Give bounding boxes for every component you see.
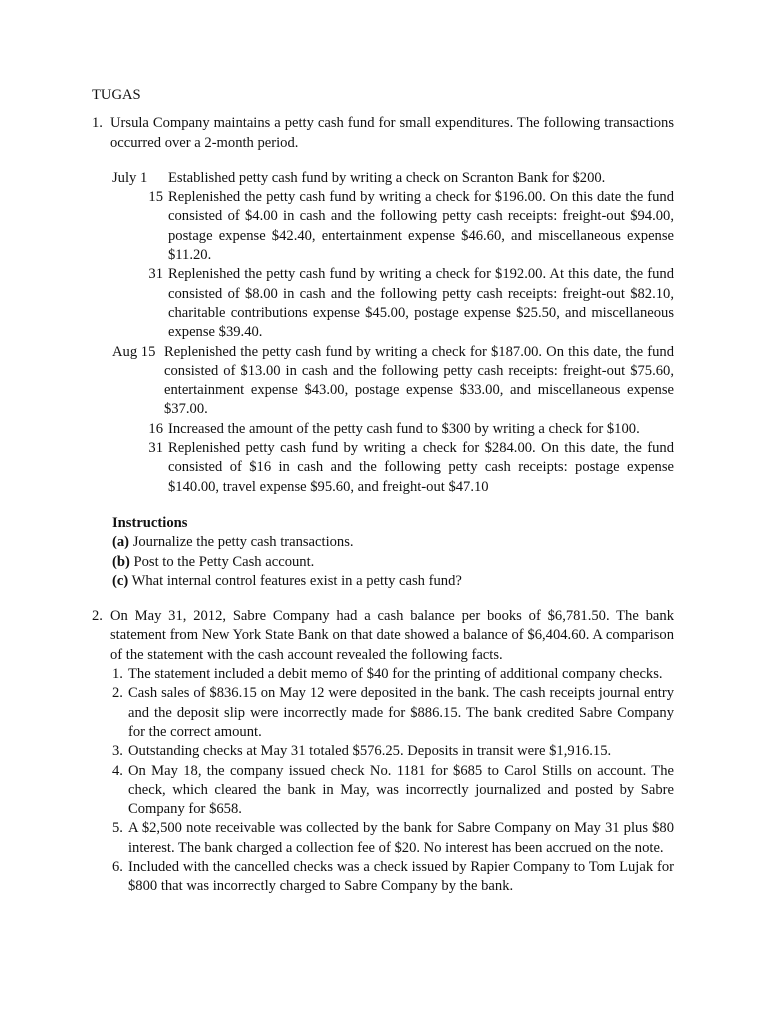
transaction-row [112, 439, 674, 497]
instruction-item [112, 572, 674, 591]
fact-text: Cash sales of $836.15 on May 12 were deposited in the bank. The cash receipts journal entry and the deposit slip were incorrectly made for $886.15. The bank credited Sabre Company for the correct amount. [128, 685, 674, 740]
instruction-key: (a) [112, 534, 130, 551]
fact-number: 1. [112, 666, 123, 683]
instruction-text: What internal control features exist in a petty cash fund? [131, 572, 462, 589]
transaction-text: Replenished petty cash fund by writing a check for $284.00. On this date, the fund consisted of $16 in cash and the following petty cash receipts: postage expense $140.00, travel expense $95.60, and freight-out $47.10 [168, 440, 674, 495]
instructions [112, 514, 674, 591]
instruction-item [112, 553, 674, 572]
question-1-intro: Ursula Company maintains a petty cash fund for small expenditures. The following transactions occurred over a 2-month period. [110, 115, 674, 151]
transaction-text: Replenished the petty cash fund by writing a check for $192.00. At this date, the fund consisted of $8.00 in cash and the following petty cash receipts: freight-out $82.10, charitable contributions expense $45.00, postage expense $25.50, and miscellaneous expense $39.40. [168, 266, 674, 341]
fact-text: Included with the cancelled checks was a check issued by Rapier Company to Tom Lujak for $800 that was incorrectly charged to Sabre Company by the bank. [128, 858, 674, 895]
transaction-date: 31 [148, 440, 163, 457]
instruction-item [112, 533, 674, 552]
transaction-row [112, 420, 674, 439]
fact-number: 4. [112, 762, 123, 779]
fact-text: Outstanding checks at May 31 totaled $576.25. Deposits in transit were $1,916.15. [128, 743, 612, 760]
transaction-row [112, 343, 674, 420]
question-2-number: 2. [92, 608, 103, 625]
question-1-number: 1. [92, 115, 103, 132]
transaction-date: 15 [148, 189, 163, 206]
instruction-text: Journalize the petty cash transactions. [132, 534, 354, 551]
list-item [112, 858, 674, 897]
list-item [112, 819, 674, 858]
transaction-text: Established petty cash fund by writing a check on Scranton Bank for $200. [168, 169, 606, 186]
transaction-text: Replenished the petty cash fund by writing a check for $196.00. On this date the fund consisted of $4.00 in cash and the following petty cash receipts: freight-out $94.00, postage expense $42.40, entertainment expense $46.60, and miscellaneous expense $11.20. [168, 189, 674, 264]
question-1 [92, 114, 674, 591]
transaction-text: Increased the amount of the petty cash fund to $300 by writing a check for $100. [168, 420, 640, 437]
transaction-date: 16 [148, 420, 163, 437]
fact-number: 2. [112, 685, 123, 702]
question-2-intro: On May 31, 2012, Sabre Company had a cash balance per books of $6,781.50. The bank statement from New York State Bank on that date showed a balance of $6,404.60. A comparison of the statement with the cash account revealed the following facts. [110, 608, 674, 663]
fact-text: On May 18, the company issued check No. 1181 for $685 to Carol Stills on account. The check, which cleared the bank in May, was incorrectly journalized and posted by Sabre Company for $658. [128, 762, 674, 818]
list-item [112, 665, 674, 684]
question-2 [92, 607, 674, 896]
document-page [92, 86, 674, 897]
list-item [112, 762, 674, 820]
transaction-date: Aug 15 [112, 343, 156, 360]
document-title: TUGAS [92, 87, 141, 103]
list-item [112, 684, 674, 742]
instruction-key: (b) [112, 553, 130, 570]
fact-number: 6. [112, 858, 123, 875]
transaction-row [112, 188, 674, 265]
transaction-row [112, 265, 674, 342]
instructions-heading: Instructions [112, 514, 188, 531]
transaction-list [112, 169, 674, 497]
list-item [112, 742, 674, 761]
transaction-date: 31 [148, 266, 163, 283]
transaction-text: Replenished the petty cash fund by writing a check for $187.00. On this date, the fund consisted of $13.00 in cash and the following petty cash receipts: freight-out $75.60, entertainment expense $43.00, postage expense $33.00, and miscellaneous expense $37.00. [164, 343, 674, 418]
fact-text: A $2,500 note receivable was collected by the bank for Sabre Company on May 31 plus $80 interest. The bank charged a collection fee of $20. No interest has been accrued on the note. [128, 820, 674, 856]
fact-number: 5. [112, 820, 123, 837]
fact-list [112, 665, 674, 897]
instruction-key: (c) [112, 572, 129, 589]
instruction-text: Post to the Petty Cash account. [133, 553, 315, 570]
fact-number: 3. [112, 743, 123, 760]
transaction-row [112, 169, 674, 188]
fact-text: The statement included a debit memo of $40 for the printing of additional company checks. [128, 666, 663, 683]
transaction-date: July 1 [112, 169, 148, 186]
